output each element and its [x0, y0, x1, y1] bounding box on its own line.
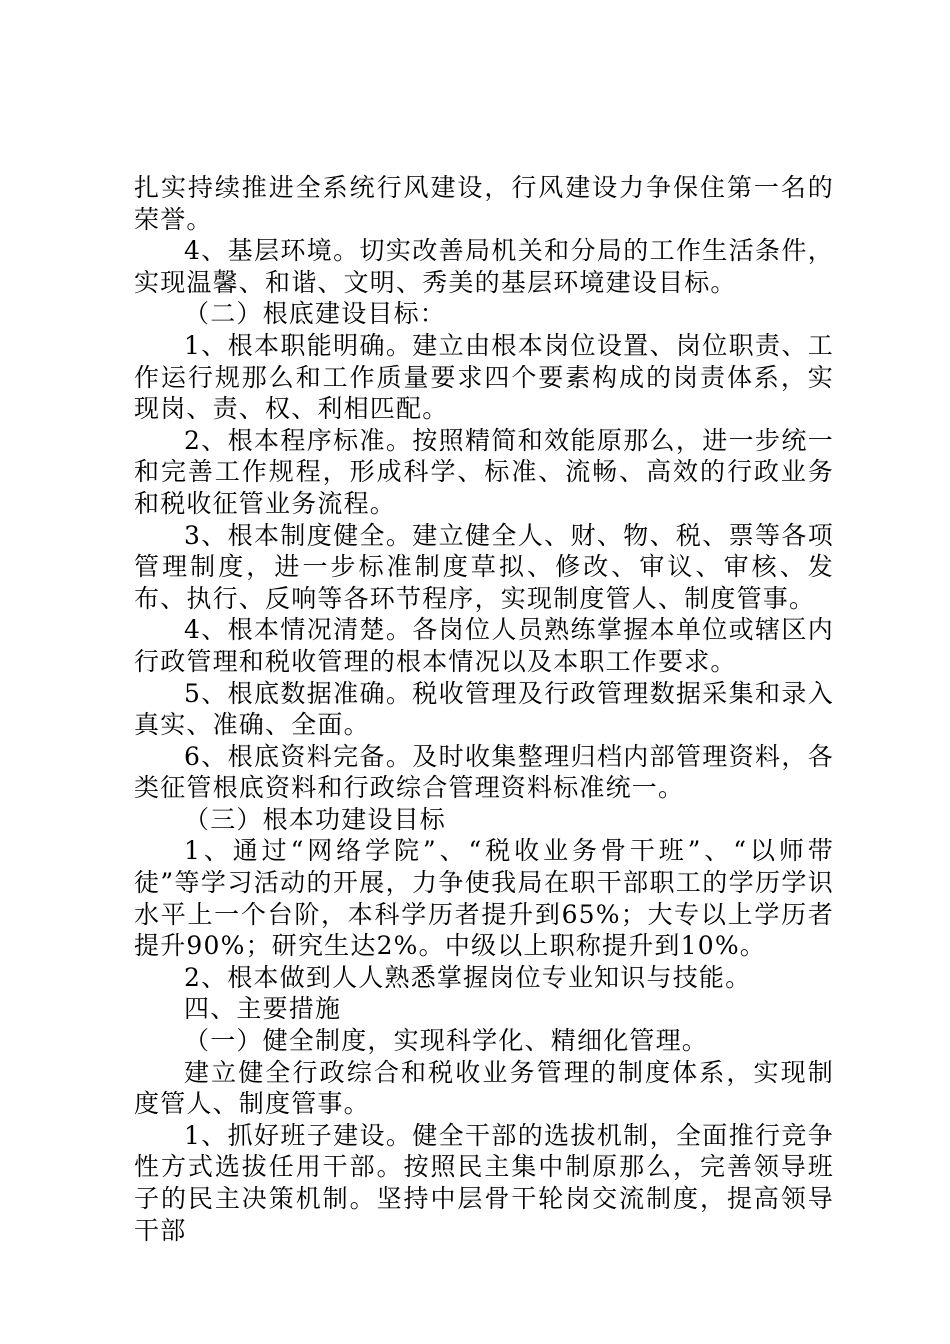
paragraph-7: 4、根本情况清楚。各岗位人员熟练掌握本单位或辖区内行政管理和税收管理的根本情况以及本职工作要求。 [134, 615, 834, 676]
paragraph-2: 4、基层环境。切实改善局机关和分局的工作生活条件，实现温馨、和谐、文明、秀美的基层环境建设目标。 [134, 236, 834, 297]
paragraph-8: 5、根底数据准确。税收管理及行政管理数据采集和录入真实、准确、全面。 [134, 678, 834, 740]
paragraph-9: 6、根底资料完备。及时收集整理归档内部管理资料，各类征管根底资料和行政综合管理资料标准统一。 [134, 741, 834, 803]
paragraph-15: 建立健全行政综合和税收业务管理的制度体系，实现制度管人、制度管事。 [134, 1057, 834, 1119]
section-heading-4: 四、主要措施 [184, 994, 342, 1024]
paragraph-1: 扎实持续推进全系统行风建设，行风建设力争保住第一名的荣誉。 [134, 173, 834, 234]
paragraph-16: 1、抓好班子建设。健全干部的选拔机制，全面推行竞争性方式选拔任用干部。按照民主集中制原那么，完善领导班子的民主决策机制。坚持中层骨干轮岗交流制度，提高领导干部 [134, 1120, 834, 1245]
section-heading-3: （三）根本功建设目标 [184, 804, 447, 834]
paragraph-6: 3、根本制度健全。建立健全人、财、物、税、票等各项管理制度，进一步标准制度草拟、修改、审议、审核、发布、执行、反响等各环节程序，实现制度管人、制度管事。 [134, 520, 834, 613]
subsection-heading-1: （一）健全制度，实现科学化、精细化管理。 [184, 1026, 709, 1056]
paragraph-11: 1、通过“网络学院”、“税收业务骨干班”、“以师带徒”等学习活动的开展，力争使我局在职干部职工的学历学识水平上一个台阶，本科学历者提升到65%；大专以上学历者提升90%；研究生达2%。中级以上职称提升到10%。 [134, 836, 834, 961]
paragraph-4: 1、根本职能明确。建立由根本岗位设置、岗位职责、工作运行规那么和工作质量要求四个要素构成的岗责体系，实现岗、责、权、利相匹配。 [134, 330, 834, 424]
paragraph-12: 2、根本做到人人熟悉掌握岗位专业知识与技能。 [184, 962, 752, 992]
section-heading-2: （二）根底建设目标： [184, 299, 447, 329]
document-body [134, 172, 834, 1246]
paragraph-5: 2、根本程序标准。按照精简和效能原那么，进一步统一和完善工作规程，形成科学、标准、流畅、高效的行政业务和税收征管业务流程。 [134, 425, 834, 518]
